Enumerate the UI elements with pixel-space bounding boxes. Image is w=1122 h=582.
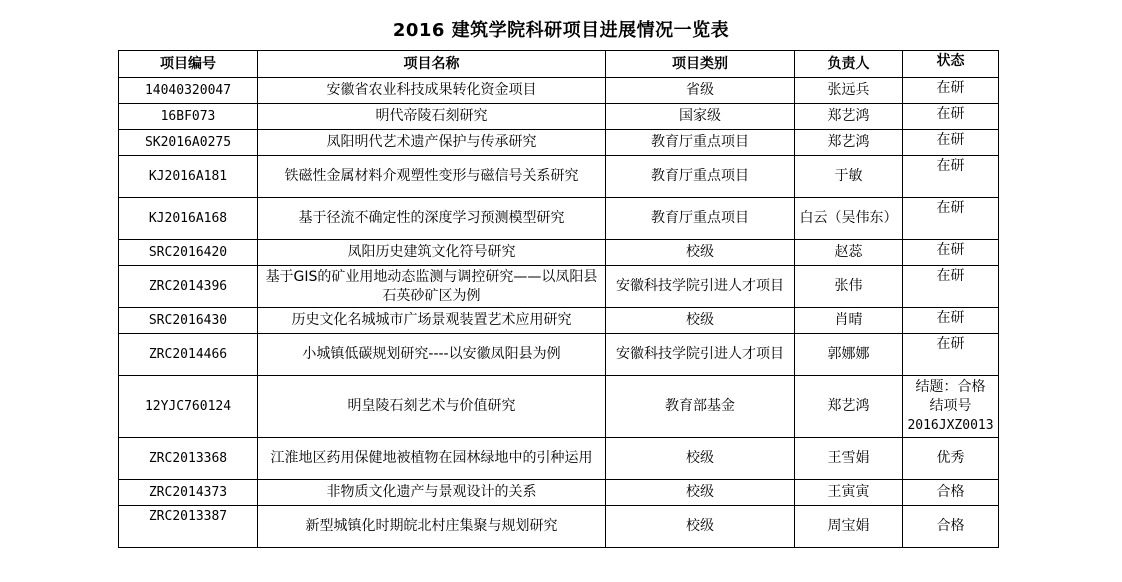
status-line: 结项号 bbox=[929, 398, 972, 414]
project-code: 12YJC760124 bbox=[119, 376, 258, 438]
project-leader: 郑艺鸿 bbox=[795, 376, 903, 438]
header-status: 状态 bbox=[903, 51, 999, 78]
project-category: 校级 bbox=[606, 438, 795, 480]
table-row bbox=[119, 480, 999, 506]
project-category: 教育部基金 bbox=[606, 376, 795, 438]
project-leader: 白云（吴伟东） bbox=[795, 198, 903, 240]
project-status: 在研 bbox=[903, 308, 999, 334]
header-leader: 负责人 bbox=[795, 51, 903, 78]
project-code: SK2016A0275 bbox=[119, 130, 258, 156]
table-row bbox=[119, 156, 999, 198]
project-code: KJ2016A181 bbox=[119, 156, 258, 198]
project-name: 历史文化名城城市广场景观装置艺术应用研究 bbox=[258, 308, 606, 334]
project-status: 在研 bbox=[903, 266, 999, 308]
project-leader: 郑艺鸿 bbox=[795, 130, 903, 156]
project-name: 凤阳历史建筑文化符号研究 bbox=[258, 240, 606, 266]
project-leader: 郭娜娜 bbox=[795, 334, 903, 376]
project-name: 新型城镇化时期皖北村庄集聚与规划研究 bbox=[258, 506, 606, 548]
table-row bbox=[119, 266, 999, 308]
project-name: 基于GIS的矿业用地动态监测与调控研究——以凤阳县石英砂矿区为例 bbox=[258, 266, 606, 308]
project-status bbox=[903, 376, 999, 438]
project-code: SRC2016430 bbox=[119, 308, 258, 334]
table-row bbox=[119, 104, 999, 130]
project-leader: 王雪娟 bbox=[795, 438, 903, 480]
project-category: 国家级 bbox=[606, 104, 795, 130]
project-code: ZRC2014373 bbox=[119, 480, 258, 506]
project-name: 凤阳明代艺术遗产保护与传承研究 bbox=[258, 130, 606, 156]
page-title: 2016 建筑学院科研项目进展情况一览表 bbox=[392, 20, 730, 41]
project-name: 非物质文化遗产与景观设计的关系 bbox=[258, 480, 606, 506]
table-row bbox=[119, 438, 999, 480]
project-status: 在研 bbox=[903, 104, 999, 130]
project-category: 教育厅重点项目 bbox=[606, 130, 795, 156]
project-leader: 于敏 bbox=[795, 156, 903, 198]
project-status: 在研 bbox=[903, 156, 999, 198]
table-row bbox=[119, 130, 999, 156]
project-code: KJ2016A168 bbox=[119, 198, 258, 240]
project-code: 16BF073 bbox=[119, 104, 258, 130]
table-row bbox=[119, 78, 999, 104]
table-header-row bbox=[119, 51, 999, 78]
project-name: 安徽省农业科技成果转化资金项目 bbox=[258, 78, 606, 104]
project-leader: 周宝娟 bbox=[795, 506, 903, 548]
project-status: 优秀 bbox=[903, 438, 999, 480]
status-line: 结题：合格 bbox=[915, 379, 986, 395]
project-name: 江淮地区药用保健地被植物在园林绿地中的引种运用 bbox=[258, 438, 606, 480]
header-code: 项目编号 bbox=[119, 51, 258, 78]
table-row bbox=[119, 308, 999, 334]
project-name: 基于径流不确定性的深度学习预测模型研究 bbox=[258, 198, 606, 240]
project-code: ZRC2014396 bbox=[119, 266, 258, 308]
project-status: 在研 bbox=[903, 130, 999, 156]
header-category: 项目类别 bbox=[606, 51, 795, 78]
project-name: 小城镇低碳规划研究----以安徽凤阳县为例 bbox=[258, 334, 606, 376]
project-category: 教育厅重点项目 bbox=[606, 156, 795, 198]
project-leader: 王寅寅 bbox=[795, 480, 903, 506]
project-status: 在研 bbox=[903, 78, 999, 104]
project-leader: 张远兵 bbox=[795, 78, 903, 104]
project-status: 在研 bbox=[903, 334, 999, 376]
project-status: 合格 bbox=[903, 480, 999, 506]
project-status: 在研 bbox=[903, 198, 999, 240]
project-category: 教育厅重点项目 bbox=[606, 198, 795, 240]
table-row bbox=[119, 240, 999, 266]
project-name: 铁磁性金属材料介观塑性变形与磁信号关系研究 bbox=[258, 156, 606, 198]
table-row bbox=[119, 376, 999, 438]
project-category: 安徽科技学院引进人才项目 bbox=[606, 334, 795, 376]
project-category: 校级 bbox=[606, 240, 795, 266]
project-status: 合格 bbox=[903, 506, 999, 548]
project-leader: 肖晴 bbox=[795, 308, 903, 334]
project-code: ZRC2013387 bbox=[119, 506, 258, 548]
project-code: 14040320047 bbox=[119, 78, 258, 104]
table-row bbox=[119, 506, 999, 548]
project-name: 明皇陵石刻艺术与价值研究 bbox=[258, 376, 606, 438]
project-category: 省级 bbox=[606, 78, 795, 104]
project-category: 校级 bbox=[606, 480, 795, 506]
project-category: 校级 bbox=[606, 308, 795, 334]
project-status: 在研 bbox=[903, 240, 999, 266]
project-name: 明代帝陵石刻研究 bbox=[258, 104, 606, 130]
table-row bbox=[119, 334, 999, 376]
projects-table bbox=[118, 50, 999, 548]
project-code: ZRC2014466 bbox=[119, 334, 258, 376]
project-code: SRC2016420 bbox=[119, 240, 258, 266]
project-code: ZRC2013368 bbox=[119, 438, 258, 480]
table-row bbox=[119, 198, 999, 240]
header-name: 项目名称 bbox=[258, 51, 606, 78]
project-leader: 张伟 bbox=[795, 266, 903, 308]
project-leader: 郑艺鸿 bbox=[795, 104, 903, 130]
project-category: 校级 bbox=[606, 506, 795, 548]
project-category: 安徽科技学院引进人才项目 bbox=[606, 266, 795, 308]
status-line: 2016JXZ0013 bbox=[907, 418, 994, 433]
project-leader: 赵蕊 bbox=[795, 240, 903, 266]
